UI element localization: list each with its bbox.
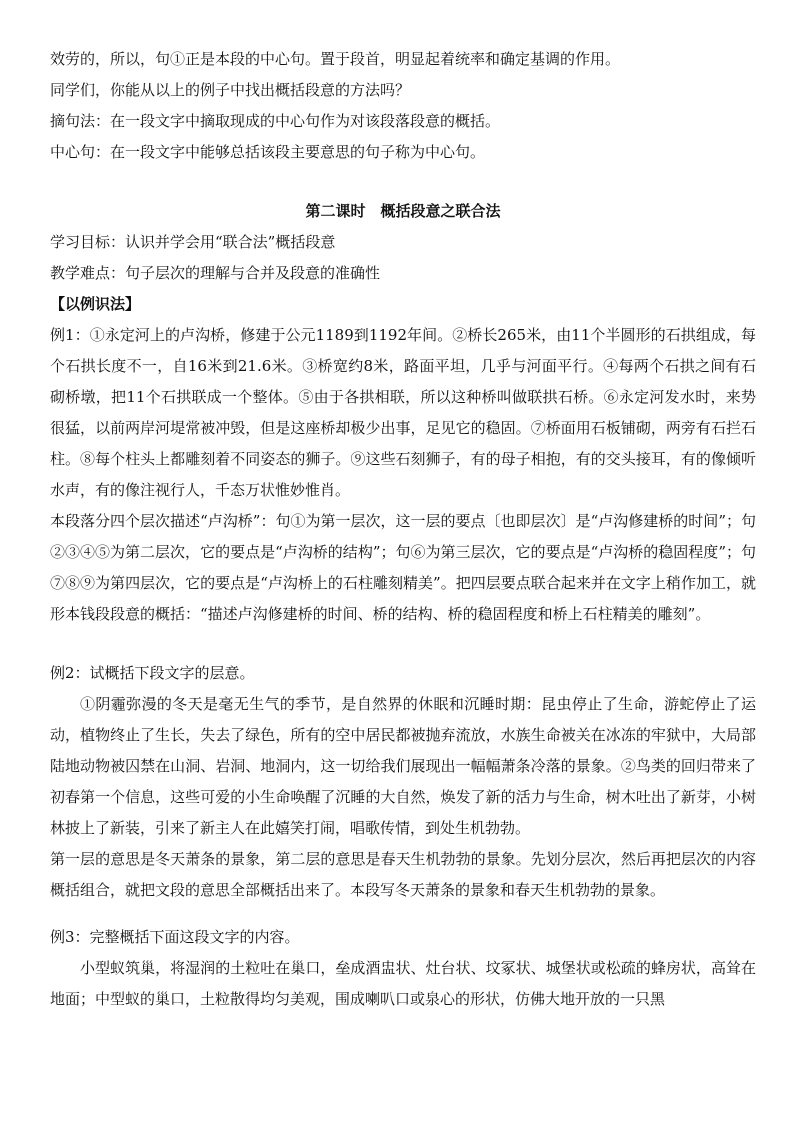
document-page <box>50 44 756 1015</box>
example-2-passage: ①阴霾弥漫的冬天是毫无生气的季节，是自然界的休眠和沉睡时期：昆虫停止了生命，游蛇停止了运动，植物终止了生长，失去了绿色，所有的空中居民都被抛弃流放，水族生命被关在冰冻的牢狱中，大局部陆地动物被囚禁在山洞、岩洞、地洞内，这一切给我们展现出一幅幅萧条冷落的景象。②鸟类的回归带来了初春第一个信息，这些可爱的小生命唤醒了沉睡的大自然，焕发了新的活力与生命，树木吐出了新芽，小树林披上了新装，引来了新主人在此嬉笑打闹，唱歌传情，到处生机勃勃。 <box>50 695 756 837</box>
intro-paragraph-1: 效劳的，所以，句①正是本段的中心句。置于段首，明显起着统率和确定基调的作用。 <box>50 50 621 68</box>
example-3-passage: 小型蚁筑巢，将湿润的土粒吐在巢口，垒成酒盅状、灶台状、坟冢状、城堡状或松疏的蜂房状，高耸在地面；中型蚁的巢口，土粒散得均匀美观，围成喇叭口或泉心的形状，仿佛大地开放的一只黑 <box>50 959 756 1008</box>
example-1-text: 例1：①永定河上的卢沟桥，修建于公元1189到1192年间。②桥长265米，由11个半圆形的石拱组成，每个石拱长度不一，自16米到21.6米。③桥宽约8米，路面平坦，几乎与河面平行。④每两个石拱之间有石砌桥墩，把11个石拱联成一个整体。⑤由于各拱相联，所以这种桥叫做联拱石桥。⑥永定河发水时，来势很猛，以前两岸河堤常被冲毁，但是这座桥却极少出事，足见它的稳固。⑦桥面用石板铺砌，两旁有石拦石柱。⑧每个柱头上都雕刻着不同姿态的狮子。⑨这些石刻狮子，有的母子相抱，有的交头接耳，有的像倾听水声，有的像注视行人，千态万状惟妙惟肖。 <box>50 326 756 499</box>
example-1-analysis: 本段落分四个层次描述“卢沟桥”：句①为第一层次，这一层的要点〔也即层次〕是“卢沟修建桥的时间”；句②③④⑤为第二层次，它的要点是“卢沟桥的结构”；句⑥为第三层次，它的要点是“卢沟桥的稳固程度”；句⑦⑧⑨为第四层次，它的要点是“卢沟桥上的石柱雕刻精美”。把四层要点联合起来并在文字上稍作加工，就形本钱段段意的概括：“描述卢沟修建桥的时间、桥的结构、桥的稳固程度和桥上石柱精美的雕刻”。 <box>50 512 756 623</box>
learning-goal: 学习目标：认识并学会用“联合法”概括段意 <box>50 233 336 251</box>
example-2-prompt: 例2：试概括下段文字的层意。 <box>50 664 255 682</box>
example-2-analysis: 第一层的意思是冬天萧条的景象，第二层的意思是春天生机勃勃的景象。先划分层次，然后再把层次的内容概括组合，就把文段的意思全部概括出来了。本段写冬天萧条的景象和春天生机勃勃的景象。 <box>50 850 756 899</box>
intro-paragraph-2: 同学们，你能从以上的例子中找出概括段意的方法吗？ <box>50 81 411 99</box>
section-header: 【以例识法】 <box>50 295 141 313</box>
teaching-difficulty: 教学难点：句子层次的理解与合并及段意的准确性 <box>50 264 381 282</box>
intro-paragraph-3: 摘句法：在一段文字中摘取现成的中心句作为对该段落段意的概括。 <box>50 112 501 130</box>
lesson-title: 第二课时 概括段意之联合法 <box>305 202 501 220</box>
example-3-prompt: 例3：完整概括下面这段文字的内容。 <box>50 928 300 946</box>
intro-paragraph-4: 中心句：在一段文字中能够总括该段主要意思的句子称为中心句。 <box>50 143 486 161</box>
